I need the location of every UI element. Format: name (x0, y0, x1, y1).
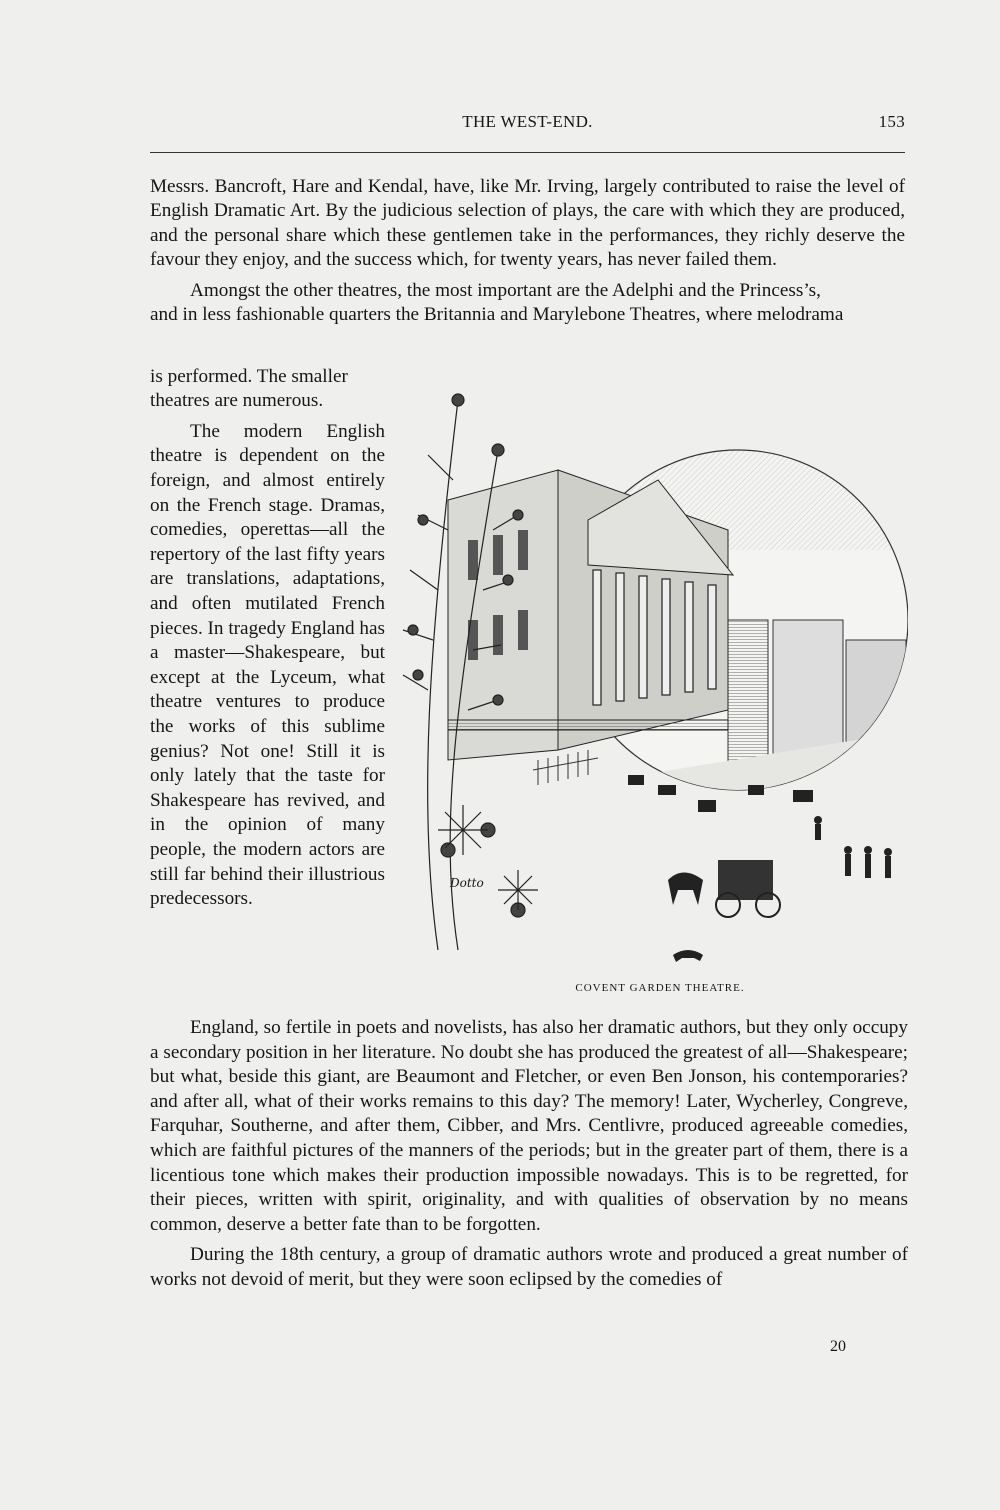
paragraph-2-line-1: Amongst the other theatres, the most important are the Adelphi and the Princess’s, (190, 279, 821, 301)
body-text-column (150, 365, 385, 912)
body-text-bottom (150, 1016, 908, 1293)
header-rule (150, 152, 905, 153)
page-header (150, 112, 905, 136)
paragraph-1: Messrs. Bancroft, Hare and Kendal, have, like Mr. Irving, largely contributed to raise the level of English Dramatic Art. By the judicious selection of plays, the care with which they are produced, and the personal share which these gentlemen take in the performances, they richly deserve the favour they enjoy, and the success which, for twenty years, has never failed them. (150, 176, 905, 271)
street-figures (628, 775, 892, 962)
covent-garden-illustration (398, 390, 908, 1000)
artist-signature: Dotto (450, 876, 484, 890)
running-head: THE WEST-END. (462, 112, 593, 131)
engraving-image (398, 390, 908, 980)
paragraph-2-line-4: theatres are numerous. (150, 390, 324, 412)
paragraph-5: During the 18th century, a group of dramatic authors wrote and produced a great number of works not devoid of merit, but they were soon eclipsed by the comedies of (150, 1244, 908, 1290)
body-text-top (150, 175, 905, 327)
background-building (773, 620, 843, 760)
paragraph-2-line-2: and in less fashionable quarters the Britannia and Marylebone Theatres, where melodrama (150, 304, 844, 326)
paragraph-3: The modern English theatre is dependent on the foreign, and almost entirely on the French stage. Dramas, comedies, operettas—all the repertory of the last fifty years are translations, adaptations, and often mutilated French pieces. In tragedy England has a master—Shakespeare, but except at the Lyceum, what theatre ventures to produce the works of this sublime genius? Not one! Still it is only lately that the taste for Shakespeare has revived, and in the opinion of many people, the modern actors are still far behind their illustrious predecessors. (150, 420, 385, 910)
figure-caption: COVENT GARDEN THEATRE. (575, 982, 745, 994)
paragraph-2-line-3: is performed. The smaller (150, 366, 348, 387)
paragraph-4: England, so fertile in poets and novelists, has also her dramatic authors, but they only occupy a secondary position in her literature. No doubt she has produced the greatest of all—Shakespeare; but what, beside this giant, are Beaumont and Fletcher, or even Ben Jonson, his contemporaries? and after all, what of their works remains to this day? The memory! Later, Wycherley, Congreve, Farquhar, Southerne, and after them, Cibber, and Mrs. Centlivre, produced agreeable comedies, which are faithful pictures of the manners of the periods; but in the greater part of them, there is a licentious tone which makes their production impossible nowadays. This is to be regretted, for their pieces, written with spirit, originality, and with qualities of observation by no means common, deserve a better fate than to be forgotten. (150, 1017, 908, 1235)
signature-mark: 20 (830, 1338, 846, 1355)
page-number: 153 (878, 112, 905, 131)
